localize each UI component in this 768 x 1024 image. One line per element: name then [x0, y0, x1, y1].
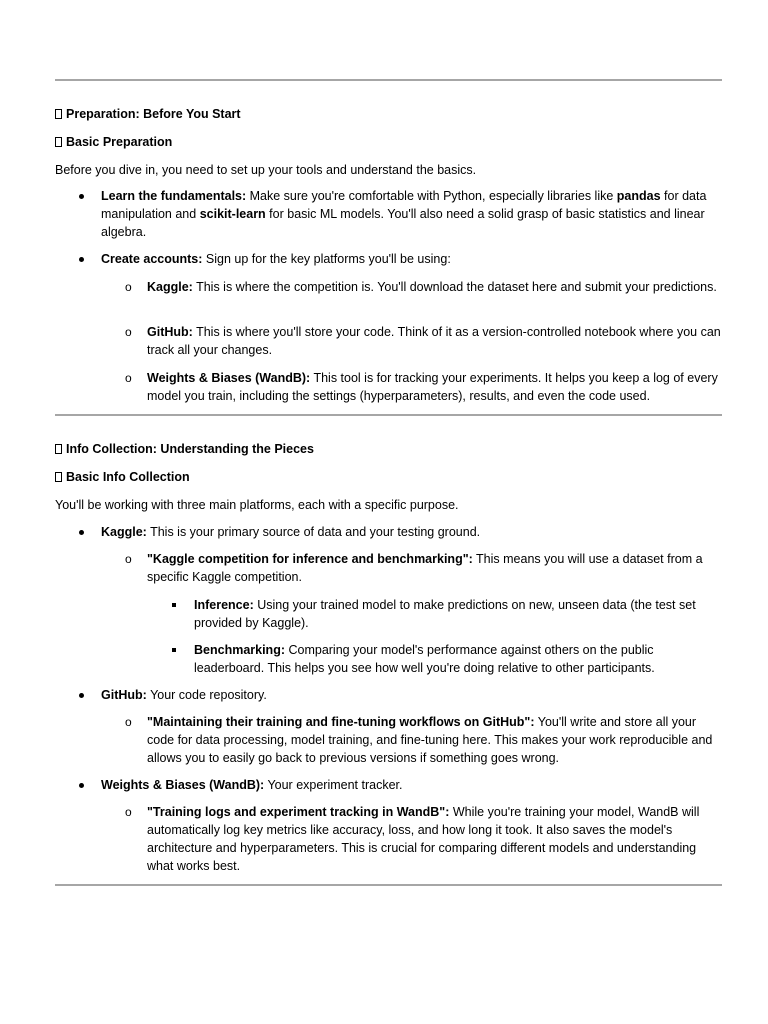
bullet-circle: o — [125, 280, 132, 294]
list-item: GitHub: Your code repository. — [101, 688, 267, 702]
bullet-circle: o — [125, 552, 132, 566]
bullet-disc — [79, 257, 84, 262]
list-item: "Training logs and experiment tracking in WandB": While you're training your model, WandB will automatically log key metrics like accuracy, loss, and how long it took. It also saves the model's architecture and hyperparameters. This is crucial for comparing different models and understanding what works best. — [147, 805, 700, 873]
list-item: Learn the fundamentals: Make sure you're comfortable with Python, especially libraries like pandas for data manipulation and scikit-learn for basic ML models. You'll also need a solid grasp of basic statistics and linear algebra. — [101, 189, 707, 239]
bullet-disc — [79, 194, 84, 199]
bullet-circle: o — [125, 325, 132, 339]
intro-paragraph: Before you dive in, you need to set up your tools and understand the basics. — [55, 163, 477, 177]
bullet-circle: o — [125, 805, 132, 819]
list-item: Benchmarking: Comparing your model's performance against others on the public leaderboard. This helps you see how well you're doing relative to other participants. — [194, 643, 655, 675]
list-item: GitHub: This is where you'll store your code. Think of it as a version-controlled notebook where you can track all your changes. — [147, 325, 721, 357]
bullet-circle: o — [125, 371, 132, 385]
horizontal-rule — [55, 79, 722, 81]
bullet-square — [172, 648, 176, 652]
missing-emoji-icon — [55, 444, 62, 454]
list-item: Weights & Biases (WandB): Your experiment tracker. — [101, 778, 403, 792]
list-item: Kaggle: This is your primary source of data and your testing ground. — [101, 525, 481, 539]
document-page — [55, 0, 722, 1024]
missing-emoji-icon — [55, 109, 62, 119]
horizontal-rule — [55, 884, 722, 886]
bullet-disc — [79, 783, 84, 788]
section-subheading: Basic Info Collection — [55, 469, 190, 485]
bullet-disc — [79, 530, 84, 535]
intro-paragraph: You'll be working with three main platforms, each with a specific purpose. — [55, 498, 459, 512]
bullet-disc — [79, 693, 84, 698]
list-item: "Maintaining their training and fine-tuning workflows on GitHub": You'll write and store all your code for data processing, model training, and fine-tuning here. This makes your work reproducible and allows you to easily go back to previous versions if something goes wrong. — [147, 715, 713, 765]
list-item: Weights & Biases (WandB): This tool is for tracking your experiments. It helps you keep a log of every model you train, including the settings (hyperparameters), results, and even the code used. — [147, 371, 718, 403]
horizontal-rule — [55, 414, 722, 416]
list-item: "Kaggle competition for inference and benchmarking": This means you will use a dataset from a specific Kaggle competition. — [147, 552, 703, 584]
missing-emoji-icon — [55, 137, 62, 147]
missing-emoji-icon — [55, 472, 62, 482]
list-item: Inference: Using your trained model to make predictions on new, unseen data (the test set provided by Kaggle). — [194, 598, 696, 630]
section-heading: Preparation: Before You Start — [55, 106, 241, 122]
list-item: Create accounts: Sign up for the key platforms you'll be using: — [101, 252, 451, 266]
bullet-circle: o — [125, 715, 132, 729]
section-subheading: Basic Preparation — [55, 134, 172, 150]
section-heading: Info Collection: Understanding the Pieces — [55, 441, 314, 457]
list-item: Kaggle: This is where the competition is. You'll download the dataset here and submit your predictions. — [147, 280, 717, 294]
bullet-square — [172, 603, 176, 607]
